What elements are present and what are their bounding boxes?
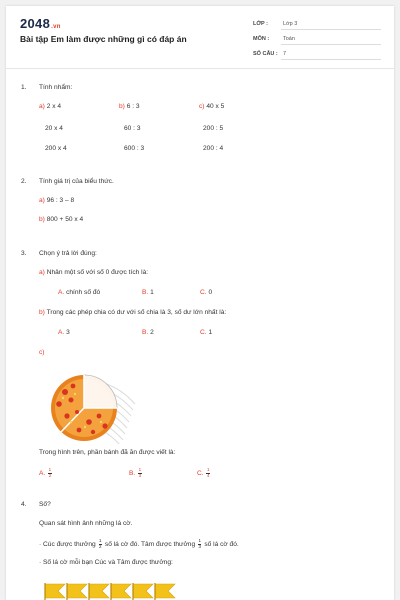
meta-class: LỚP : Lớp 3 — [253, 18, 381, 30]
q4-line-1: · Cúc được thưởng $\frac{1}{2}$ số lá cờ đó. Tâm được thưởng $\frac{1}{3}$ số lá cờ đó. — [39, 538, 239, 549]
q1-c2: 200 : 5 — [203, 125, 224, 132]
q3-number: 3. — [21, 250, 27, 257]
meta-question-count: SỐ CÂU : 7 — [253, 48, 381, 60]
q3-a-option-a[interactable]: A. chính số đó — [58, 289, 101, 296]
q1-a3: 200 x 4 — [45, 145, 67, 152]
page-title: Bài tập Em làm được những gì có đáp án — [20, 34, 187, 44]
meta-subject: MÔN : Toán — [253, 33, 381, 45]
q2-a: a) 96 : 3 – 8 — [39, 197, 75, 204]
q3-c-option-a[interactable]: A. $\frac{1}{2}$ — [39, 467, 52, 478]
q3-c-text: Trong hình trên, phần bánh đã ăn được viết là: — [39, 449, 176, 456]
q3-b-option-b[interactable]: B. 2 — [142, 329, 154, 336]
q3-b-option-c[interactable]: C. 1 — [200, 329, 213, 336]
q3-c-option-b[interactable]: B. $\frac{1}{3}$ — [129, 467, 142, 478]
q4-intro: Quan sát hình ảnh những lá cờ. — [39, 520, 133, 527]
q3-b-option-a[interactable]: A. 3 — [58, 329, 70, 336]
q4-line-2: · Số lá cờ mỗi bạn Cúc và Tâm được thưởng: — [39, 559, 173, 566]
site-logo[interactable]: 2048.vn — [20, 16, 61, 31]
q1-number: 1. — [21, 84, 27, 91]
q1-b2: 60 : 3 — [124, 125, 141, 132]
q2-prompt: Tính giá trị của biểu thức. — [39, 178, 114, 185]
q4-number: 4. — [21, 501, 27, 508]
q3-prompt: Chọn ý trả lời đúng: — [39, 250, 97, 257]
pizza-image — [45, 372, 141, 444]
q3-a-option-b[interactable]: B. 1 — [142, 289, 154, 296]
worksheet — [6, 6, 394, 600]
q1-row-1-b: b) 6 : 3 — [119, 103, 140, 110]
q4-prompt: Số? — [39, 501, 51, 508]
q1-row-1-c: c) 40 x 5 — [199, 103, 225, 110]
q1-a2: 20 x 4 — [45, 125, 63, 132]
q1-row-1: a) 2 x 4 — [39, 103, 62, 110]
q3-c-option-c[interactable]: C. $\frac{1}{4}$ — [197, 467, 210, 478]
flags-image — [43, 582, 193, 600]
q3-c-label: c) — [39, 349, 45, 356]
q3-a-option-c[interactable]: C. 0 — [200, 289, 213, 296]
header — [6, 6, 394, 68]
q3-a: a) Nhân một số với số 0 được tích là: — [39, 269, 149, 276]
q2-number: 2. — [21, 178, 27, 185]
q3-b: b) Trong các phép chia có dư với số chia là 3, số dư lớn nhất là: — [39, 309, 227, 316]
q1-c3: 200 : 4 — [203, 145, 224, 152]
q1-prompt: Tính nhẩm: — [39, 84, 73, 91]
q2-b: b) 800 + 50 x 4 — [39, 216, 84, 223]
q1-b3: 600 : 3 — [124, 145, 145, 152]
